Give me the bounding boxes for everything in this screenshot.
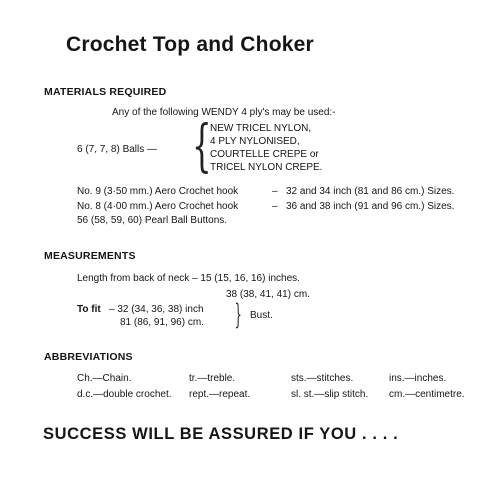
bust-label: Bust.: [250, 310, 273, 321]
abbreviation-item: d.c.—double crochet.: [77, 389, 172, 400]
hook-line: No. 8 (4·00 mm.) Aero Crochet hook: [77, 201, 239, 212]
yarn-brace: {: [192, 114, 212, 179]
abbreviation-item: sts.—stitches.: [291, 373, 354, 384]
buttons-line: 56 (58, 59, 60) Pearl Ball Buttons.: [77, 215, 228, 226]
measurements-heading: MEASUREMENTS: [44, 250, 136, 262]
fit-inches: – 32 (34, 36, 38) inch: [109, 304, 204, 315]
hook-dash: –: [272, 201, 278, 212]
abbreviation-item: sl. st.—slip stitch.: [291, 389, 369, 400]
materials-heading: MATERIALS REQUIRED: [44, 86, 167, 98]
yarn-option: COURTELLE CREPE or: [210, 149, 319, 160]
fit-label: To fit: [77, 304, 101, 315]
fit-cm: 81 (86, 91, 96) cm.: [120, 317, 204, 328]
abbreviation-item: tr.—treble.: [189, 373, 236, 384]
abbreviation-item: cm.—centimetre.: [389, 389, 465, 400]
hook-sizes: 36 and 38 inch (91 and 96 cm.) Sizes.: [286, 201, 455, 212]
length-line-cm: 38 (38, 41, 41) cm.: [226, 289, 310, 300]
balls-quantity: 6 (7, 7, 8) Balls —: [77, 144, 158, 155]
abbreviation-item: Ch.—Chain.: [77, 373, 132, 384]
success-banner: SUCCESS WILL BE ASSURED IF YOU . . . .: [43, 425, 399, 443]
abbreviations-heading: ABBREVIATIONS: [44, 351, 133, 363]
length-line: Length from back of neck – 15 (15, 16, 16) inches.: [77, 273, 300, 284]
materials-intro: Any of the following WENDY 4 ply's may be used:-: [112, 107, 336, 118]
yarn-option: 4 PLY NYLONISED,: [210, 136, 300, 147]
hook-dash: –: [272, 186, 278, 197]
hook-sizes: 32 and 34 inch (81 and 86 cm.) Sizes.: [286, 186, 455, 197]
abbreviation-item: ins.—inches.: [389, 373, 447, 384]
page-title: Crochet Top and Choker: [66, 33, 314, 56]
yarn-option: NEW TRICEL NYLON,: [210, 123, 312, 134]
bust-brace: {: [234, 300, 242, 333]
abbreviation-item: rept.—repeat.: [189, 389, 251, 400]
hook-line: No. 9 (3·50 mm.) Aero Crochet hook: [77, 186, 239, 197]
yarn-option: TRICEL NYLON CREPE.: [210, 162, 323, 173]
